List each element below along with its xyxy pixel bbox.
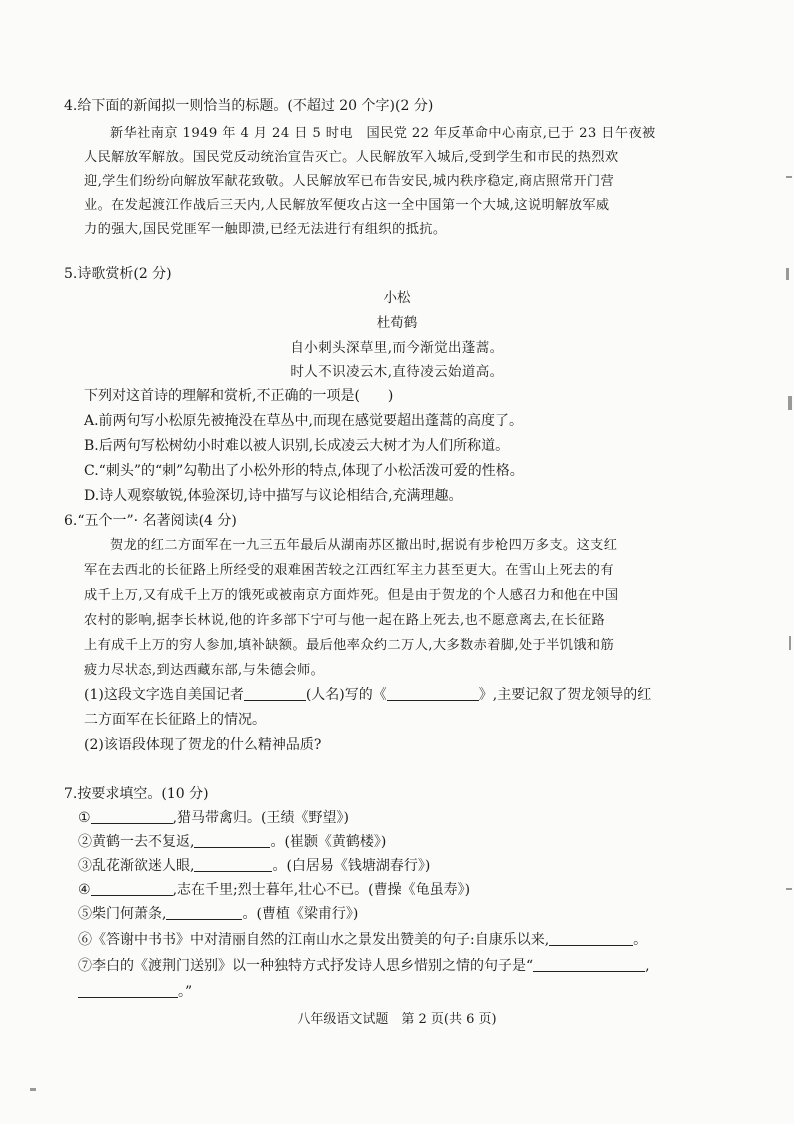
answer-blank-4[interactable] xyxy=(91,881,173,896)
answer-blank-7b[interactable] xyxy=(78,983,178,998)
q7-heading: 7.按要求填空。(10 分) xyxy=(64,786,209,802)
answer-blank-author[interactable] xyxy=(244,686,306,701)
q6-passage-line-5: 上有成千上万的穷人参加,填补缺额。最后他率众约二万人,大多数赤着脚,处于半饥饿和筋 xyxy=(84,638,615,653)
q4-news-line-5: 力的强大,国民党匪军一触即溃,已经无法进行有组织的抵抗。 xyxy=(84,222,447,237)
q6-passage-line-6: 疲力尽状态,到达西藏东部,与朱德会师。 xyxy=(84,663,325,678)
q7-item-4-text: ,志在千里;烈士暮年,壮心不已。(曹操《龟虽寿》) xyxy=(172,882,471,898)
q7-item-7-tail: , xyxy=(645,958,650,974)
q5-option-b: B.后两句写松树幼小时难以被人识别,长成凌云大树才为人们所称道。 xyxy=(84,438,510,454)
page-footer: 八年级语文试题 第 2 页(共 6 页) xyxy=(297,1012,497,1027)
q7-item-5 xyxy=(78,904,358,924)
q7-item-5-tail: 。(曹植《梁甫行》) xyxy=(242,906,359,922)
answer-blank-5[interactable] xyxy=(166,905,242,920)
q7-item-4 xyxy=(78,880,470,900)
q7-item-2-tail: 。(崔颢《黄鹤楼》) xyxy=(270,834,387,850)
scan-mark xyxy=(30,1088,36,1091)
poem-author: 杜荀鹤 xyxy=(376,315,418,331)
q6-sub1-prefix: (1)这段文字选自美国记者 xyxy=(84,687,244,703)
scan-mark xyxy=(788,396,792,410)
q5-option-d: D.诗人观察敏锐,体验深切,诗中描写与议论相结合,充满理趣。 xyxy=(84,488,463,504)
poem-title: 小松 xyxy=(383,290,411,306)
q7-item-3-tail: 。(白居易《钱塘湖春行》) xyxy=(272,858,431,874)
q4-news-line-1: 新华社南京 1949 年 4 月 24 日 5 时电 国民党 22 年反革命中心南京,已于 23 日午夜被 xyxy=(110,126,656,141)
q7-item-3-text: ③乱花渐欲迷人眼, xyxy=(78,858,195,874)
q5-question: 下列对这首诗的理解和赏析,不正确的一项是( ) xyxy=(84,388,394,404)
q7-item-1-num: ① xyxy=(78,810,91,826)
q5-option-c: C.“刺头”的“刺”勾勒出了小松外形的特点,体现了小松活泼可爱的性格。 xyxy=(84,463,524,479)
q6-passage-line-2: 军在去西北的长征路上所经受的艰难困苦较之江西红军主力甚至更大。在雪山上死去的有 xyxy=(84,563,614,578)
q5-heading: 5.诗歌赏析(2 分) xyxy=(64,266,172,282)
q4-news-line-4: 业。在发起渡江作战后三天内,人民解放军便攻占这一全中国第一个大城,这说明解放军威 xyxy=(84,198,610,213)
q4-news-line-2: 人民解放军解放。国民党反动统治宣告灭亡。人民解放军入城后,受到学生和市民的热烈欢 xyxy=(84,150,619,165)
q7-item-7-text: ⑦李白的《渡荆门送别》以一种独特方式抒发诗人思乡惜别之情的句子是“ xyxy=(78,958,534,974)
q6-sub1-mid: (人名)写的《 xyxy=(305,687,387,703)
q7-item-6-tail: 。 xyxy=(633,932,648,948)
q7-item-2 xyxy=(78,832,386,852)
answer-blank-3[interactable] xyxy=(194,857,272,872)
q7-item-3 xyxy=(78,856,430,876)
q7-item-5-text: ⑤柴门何萧条, xyxy=(78,906,167,922)
scan-mark xyxy=(789,636,791,650)
q4-heading: 4.给下面的新闻拟一则恰当的标题。(不超过 20 个字)(2 分) xyxy=(64,98,434,114)
q7-item-1 xyxy=(78,808,349,828)
q7-item-1-text: ,猎马带禽归。(王绩《野望》) xyxy=(172,810,349,826)
q6-sub1 xyxy=(84,685,651,705)
q6-passage-line-4: 农村的影响,据李长林说,他的许多部下宁可与他一起在路上死去,也不愿意离去,在长征路 xyxy=(84,613,606,628)
q6-sub1-suffix: 》,主要记叙了贺龙领导的红 xyxy=(478,687,652,703)
poem-line-2: 时人不识凌云木,直待凌云始道高。 xyxy=(290,364,504,380)
q6-passage-line-1: 贺龙的红二方面军在一九三五年最后从湖南苏区撤出时,据说有步枪四万多支。这支红 xyxy=(110,538,618,553)
answer-blank-6[interactable] xyxy=(549,931,633,946)
scan-mark xyxy=(786,176,792,178)
q7-item-7-end: 。” xyxy=(178,984,193,1000)
q7-item-7 xyxy=(78,956,650,976)
q5-option-a: A.前两句写小松原先被掩没在草丛中,而现在感觉要超出蓬蒿的高度了。 xyxy=(84,413,524,429)
scan-mark xyxy=(786,888,792,890)
q6-sub1-cont: 二方面军在长征路上的情况。 xyxy=(84,712,266,728)
q7-item-2-text: ②黄鹤一去不复返, xyxy=(78,834,195,850)
answer-blank-book[interactable] xyxy=(387,686,479,701)
answer-blank-2[interactable] xyxy=(194,833,270,848)
q6-heading: 6.“五个一”· 名著阅读(4 分) xyxy=(64,513,237,529)
q7-item-4-num: ④ xyxy=(78,882,91,898)
q7-item-6-text: ⑥《答谢中书书》中对清丽自然的江南山水之景发出赞美的句子:自康乐以来, xyxy=(78,932,550,948)
scan-mark xyxy=(786,268,789,280)
q7-item-7-cont xyxy=(78,982,192,1002)
answer-blank-7a[interactable] xyxy=(533,957,645,972)
q4-news-line-3: 迎,学生们纷纷向解放军献花致敬。人民解放军已布告安民,城内秩序稳定,商店照常开门营 xyxy=(84,174,615,189)
q6-sub2: (2)该语段体现了贺龙的什么精神品质? xyxy=(84,737,322,753)
poem-line-1: 自小刺头深草里,而今渐觉出蓬蒿。 xyxy=(290,340,504,356)
q7-item-6 xyxy=(78,930,647,950)
q6-passage-line-3: 成千上万,又有成千上万的饿死或被南京方面炸死。但是由于贺龙的个人感召力和他在中国 xyxy=(84,588,619,603)
answer-blank-1[interactable] xyxy=(91,809,173,824)
